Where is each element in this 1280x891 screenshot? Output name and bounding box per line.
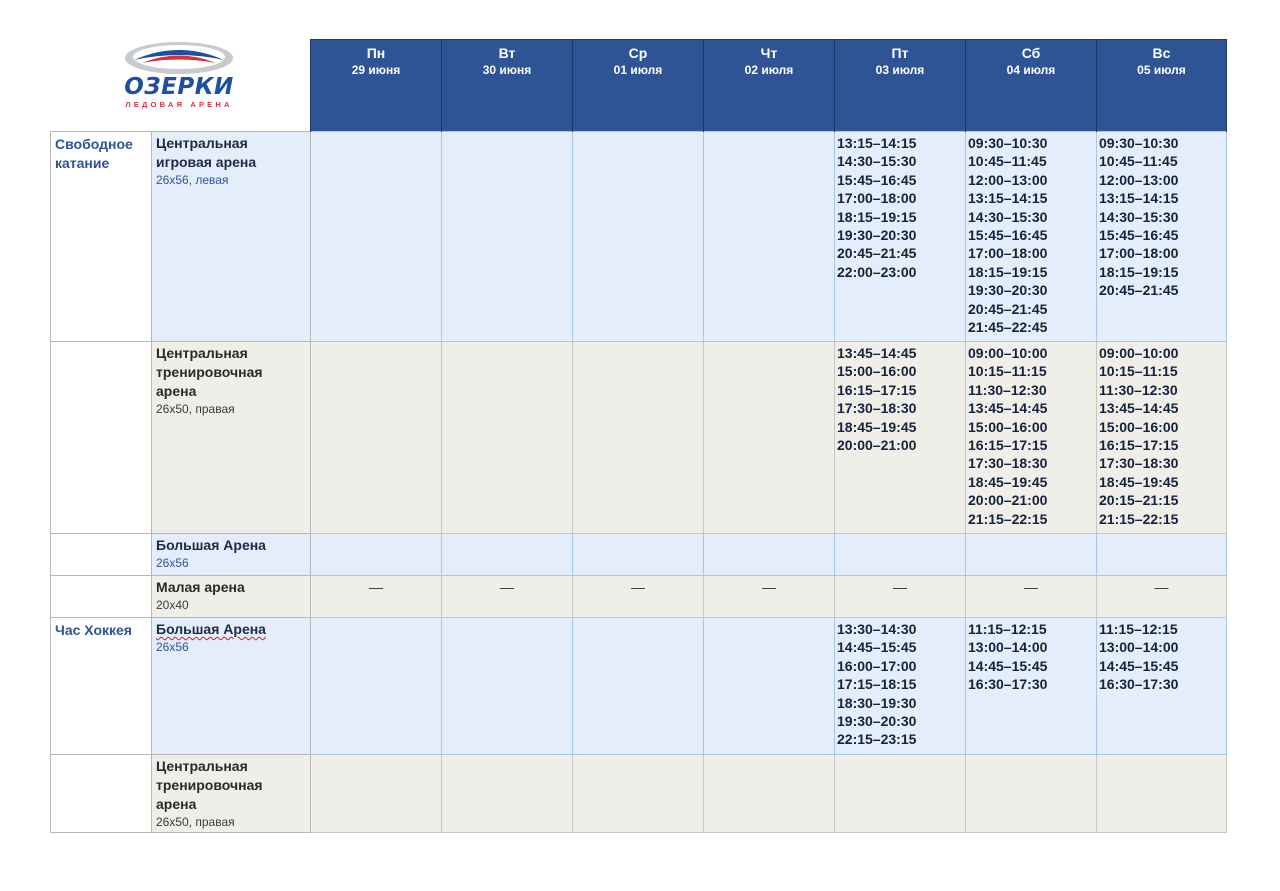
time-slot: 10:15–11:15 (1099, 363, 1178, 380)
empty-slot-dash: — (369, 579, 383, 595)
time-slot: 13:45–14:45 (837, 345, 917, 361)
time-slot: 20:00–21:00 (968, 492, 1048, 509)
arena-cell (152, 132, 311, 342)
time-slot: 22:00–23:00 (837, 263, 917, 280)
arena-size: 20х40 (156, 598, 189, 612)
time-slot: 18:15–19:15 (1099, 263, 1179, 280)
time-slot: 14:30–15:30 (1099, 208, 1179, 225)
arena-cell (152, 755, 311, 833)
time-slot: 11:15–12:15 (968, 621, 1047, 637)
time-slot: 16:15–17:15 (1099, 437, 1179, 454)
category-cell (51, 132, 152, 342)
category-cell (51, 534, 152, 576)
time-slot: 21:45–22:45 (968, 319, 1048, 336)
time-slot: 13:00–14:00 (1099, 639, 1179, 656)
time-slot: 17:00–18:00 (837, 190, 917, 207)
arena-size: 26х56 (156, 556, 189, 570)
slot-cell (573, 132, 704, 342)
time-slot: 14:30–15:30 (837, 153, 917, 170)
time-slot: 15:45–16:45 (968, 227, 1048, 244)
slot-cell (835, 534, 966, 576)
arena-cell (152, 576, 311, 618)
time-slot: 13:45–14:45 (968, 400, 1048, 417)
time-slot: 18:45–19:45 (837, 418, 917, 435)
day-header-mon (311, 40, 442, 132)
slot-cell (311, 132, 442, 342)
slot-cell (704, 618, 835, 755)
empty-slot-dash: — (1154, 579, 1169, 595)
time-slot: 21:15–22:15 (968, 510, 1048, 527)
time-slot: 09:00–10:00 (1099, 345, 1179, 361)
time-slot: 14:45–15:45 (837, 639, 917, 656)
day-date: 04 июля (1006, 63, 1056, 77)
schedule-row (51, 576, 1227, 618)
arena-name: Малая арена (156, 579, 245, 595)
slot-cell (573, 342, 704, 534)
time-slot: 14:45–15:45 (968, 657, 1048, 674)
time-slot: 15:45–16:45 (837, 171, 917, 188)
arena-cell (152, 342, 311, 534)
day-header-fri (835, 40, 966, 132)
schedule-table (50, 39, 1227, 833)
slot-cell (442, 576, 573, 618)
slot-cell (966, 576, 1097, 618)
time-slot: 18:15–19:15 (837, 208, 917, 225)
day-date: 03 июля (875, 63, 925, 77)
slot-cell (835, 618, 966, 755)
time-slot: 18:45–19:45 (968, 473, 1048, 490)
day-name: Ср (628, 45, 648, 61)
time-slot: 20:45–21:45 (837, 245, 917, 262)
category-label: Свободное катание (55, 136, 133, 171)
time-slot: 19:30–20:30 (837, 227, 917, 244)
day-date: 30 июня (482, 63, 532, 77)
time-slot: 11:15–12:15 (1099, 621, 1178, 637)
day-name: Пн (366, 45, 386, 61)
time-slot: 20:45–21:45 (968, 300, 1048, 317)
slot-cell (704, 132, 835, 342)
time-slot: 21:15–22:15 (1099, 510, 1179, 527)
arena-size: 26х56 (156, 640, 189, 654)
arena-size: 26х56, левая (156, 173, 229, 187)
time-slot: 09:00–10:00 (968, 345, 1048, 361)
day-date: 29 июня (351, 63, 401, 77)
category-cell (51, 755, 152, 833)
day-date: 05 июля (1137, 63, 1186, 77)
slot-cell (1097, 755, 1227, 833)
slot-cell (704, 576, 835, 618)
slot-cell (966, 534, 1097, 576)
category-cell (51, 342, 152, 534)
slot-cell (1097, 534, 1227, 576)
category-cell (51, 618, 152, 755)
time-slot: 18:30–19:30 (837, 694, 917, 711)
time-slot: 13:15–14:15 (968, 190, 1048, 207)
time-slot: 19:30–20:30 (837, 713, 917, 730)
time-slot: 13:45–14:45 (1099, 400, 1179, 417)
empty-slot-dash: — (893, 579, 907, 595)
slot-cell (1097, 132, 1227, 342)
slot-cell (835, 342, 966, 534)
day-name: Сб (1021, 45, 1041, 61)
slot-cell (573, 755, 704, 833)
day-header-sat (966, 40, 1097, 132)
time-slot: 09:30–10:30 (968, 135, 1048, 151)
arena-size: 26х50, правая (156, 402, 235, 416)
slot-cell (835, 755, 966, 833)
slot-cell (966, 618, 1097, 755)
time-slot: 13:00–14:00 (968, 639, 1048, 656)
empty-slot-dash: — (1024, 579, 1038, 595)
time-slot: 20:45–21:45 (1099, 282, 1179, 299)
day-name: Пт (891, 45, 909, 61)
time-slot: 13:15–14:15 (837, 135, 917, 151)
header-row (51, 40, 1227, 132)
day-name: Вт (498, 45, 516, 61)
arena-name: Центральная игровая арена (156, 135, 257, 170)
slot-cell (966, 755, 1097, 833)
slot-cell (311, 342, 442, 534)
day-name: Вс (1152, 45, 1171, 61)
time-slot: 16:30–17:30 (1099, 676, 1179, 693)
slot-cell (704, 534, 835, 576)
time-slot: 14:45–15:45 (1099, 657, 1179, 674)
header-corner (51, 40, 311, 132)
schedule-row (51, 618, 1227, 755)
arena-size: 26х50, правая (156, 815, 235, 829)
logo-title: ОЗЕРКИ (124, 74, 234, 100)
time-slot: 13:30–14:30 (837, 621, 917, 637)
time-slot: 16:00–17:00 (837, 657, 917, 674)
arena-name: Центральная тренировочная арена (156, 758, 263, 812)
slot-cell (835, 576, 966, 618)
time-slot: 14:30–15:30 (968, 208, 1048, 225)
time-slot: 17:00–18:00 (1099, 245, 1179, 262)
empty-slot-dash: — (762, 579, 776, 595)
slot-cell (442, 755, 573, 833)
day-date: 01 июля (613, 63, 663, 77)
slot-cell (442, 534, 573, 576)
arena-name: Центральная тренировочная арена (156, 345, 263, 399)
category-cell (51, 576, 152, 618)
day-date: 02 июля (744, 63, 794, 77)
slot-cell (442, 342, 573, 534)
schedule-row (51, 132, 1227, 342)
arena-name: Большая Арена (156, 621, 266, 637)
time-slot: 15:00–16:00 (968, 418, 1048, 435)
time-slot: 17:30–18:30 (968, 455, 1048, 472)
time-slot: 17:15–18:15 (837, 676, 917, 693)
slot-cell (704, 755, 835, 833)
empty-slot-dash: — (500, 579, 514, 595)
time-slot: 16:15–17:15 (968, 437, 1048, 454)
schedule-body (51, 132, 1227, 833)
time-slot: 20:00–21:00 (837, 437, 917, 454)
arena-name: Большая Арена (156, 537, 266, 553)
time-slot: 16:15–17:15 (837, 381, 917, 398)
time-slot: 10:45–11:45 (1099, 153, 1178, 170)
slot-cell (704, 342, 835, 534)
time-slot: 11:30–12:30 (968, 381, 1047, 398)
time-slot: 20:15–21:15 (1099, 492, 1179, 509)
time-slot: 16:30–17:30 (968, 676, 1048, 693)
slot-cell (1097, 618, 1227, 755)
day-header-sun (1097, 40, 1227, 132)
time-slot: 09:30–10:30 (1099, 135, 1179, 151)
slot-cell (311, 755, 442, 833)
time-slot: 11:30–12:30 (1099, 381, 1178, 398)
time-slot: 15:00–16:00 (837, 363, 917, 380)
slot-cell (835, 132, 966, 342)
schedule-row (51, 342, 1227, 534)
time-slot: 15:45–16:45 (1099, 227, 1179, 244)
slot-cell (966, 342, 1097, 534)
slot-cell (442, 618, 573, 755)
slot-cell (311, 576, 442, 618)
arena-cell (152, 618, 311, 755)
day-header-wed (573, 40, 704, 132)
day-header-tue (442, 40, 573, 132)
arena-cell (152, 534, 311, 576)
slot-cell (311, 618, 442, 755)
schedule-row (51, 534, 1227, 576)
time-slot: 17:00–18:00 (968, 245, 1048, 262)
time-slot: 22:15–23:15 (837, 731, 917, 748)
time-slot: 17:30–18:30 (837, 400, 917, 417)
time-slot: 13:15–14:15 (1099, 190, 1179, 207)
logo-subtitle: ЛЕДОВАЯ АРЕНА (125, 100, 233, 109)
time-slot: 18:45–19:45 (1099, 473, 1179, 490)
empty-slot-dash: — (631, 579, 645, 595)
time-slot: 10:45–11:45 (968, 153, 1047, 170)
slot-cell (1097, 342, 1227, 534)
time-slot: 19:30–20:30 (968, 282, 1048, 299)
schedule-row (51, 755, 1227, 833)
time-slot: 15:00–16:00 (1099, 418, 1179, 435)
slot-cell (1097, 576, 1227, 618)
slot-cell (966, 132, 1097, 342)
time-slot: 12:00–13:00 (968, 171, 1048, 188)
slot-cell (573, 576, 704, 618)
time-slot: 12:00–13:00 (1099, 171, 1179, 188)
time-slot: 10:15–11:15 (968, 363, 1047, 380)
slot-cell (442, 132, 573, 342)
slot-cell (573, 618, 704, 755)
category-label: Час Хоккея (55, 622, 132, 638)
slot-cell (311, 534, 442, 576)
day-name: Чт (760, 45, 778, 61)
slot-cell (573, 534, 704, 576)
day-header-thu (704, 40, 835, 132)
time-slot: 17:30–18:30 (1099, 455, 1179, 472)
time-slot: 18:15–19:15 (968, 263, 1048, 280)
